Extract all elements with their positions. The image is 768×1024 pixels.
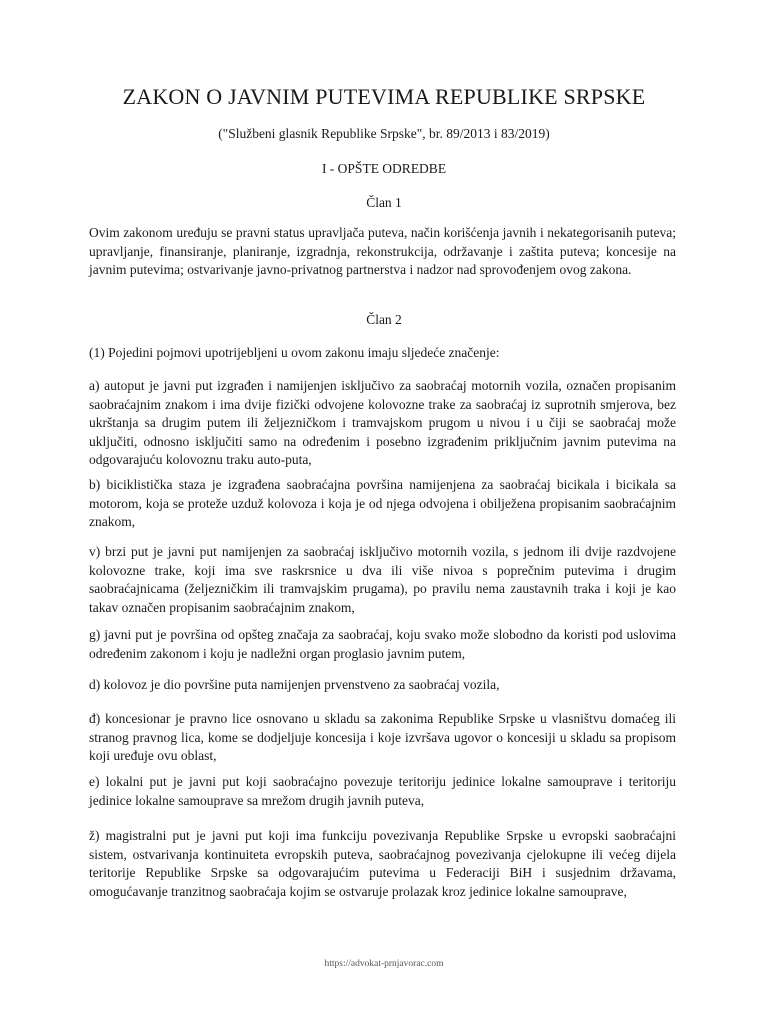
definition-item: v) brzi put je javni put namijenjen za saobraćaj isključivo motornih vozila, s jednom ili dvije razdvojene kolovozne trake, koji ima sve raskrsnice u dva ili više nivoa s poprečnim putevima i drugim saobraćajnicama (željezničkim ili tramvajskim prugama), po pravilu nema zaustavnih traka i koji je kao takav označen propisanim saobraćajnim znakom, xyxy=(89,544,676,615)
footer-link[interactable]: https://advokat-prnjavorac.com xyxy=(324,959,444,969)
clan-2-heading: Član 2 xyxy=(366,312,402,327)
clan-1-heading: Član 1 xyxy=(366,195,402,210)
clan-2-intro: (1) Pojedini pojmovi upotrijebljeni u ovom zakonu imaju sljedeće značenje: xyxy=(89,345,500,360)
definition-item: d) kolovoz je dio površine puta namijenjen prvenstveno za saobraćaj vozila, xyxy=(89,677,500,692)
definition-item: a) autoput je javni put izgrađen i namijenjen isključivo za saobraćaj motornih vozila, označen propisanim saobraćajnim znakom i ima dvije fizički odvojene kolovozne trake za saobraćaj iz suprotnih smjerova, bez ukrštanja sa drugim putem ili željezničkom i tramvajskom prugom u nivou i u čiji se saobraćaj može uključiti, odnosno isključiti samo na određenim i posebno izgrađenim priključnim javnim putevima na odgovarajuću kolovoznu traku auto-puta, xyxy=(89,378,676,468)
document-subtitle: ("Službeni glasnik Republike Srpske", br. 89/2013 i 83/2019) xyxy=(218,126,550,141)
clan-1-text: Ovim zakonom uređuju se pravni status upravljača puteva, način korišćenja javnih i nekategorisanih puteva; upravljanje, finansiranje, planiranje, izgradnja, rekonstrukcija, održavanje i zaštita puteva; koncesije na javnim putevima; ostvarivanje javno-privatnog partnerstva i nadzor nad sprovođenjem ovog zakona. xyxy=(89,225,676,278)
section-heading: I - OPŠTE ODREDBE xyxy=(321,161,447,176)
document-title: ZAKON O JAVNIM PUTEVIMA REPUBLIKE SRPSKE xyxy=(122,84,646,109)
definition-item: ž) magistralni put je javni put koji ima funkciju povezivanja Republike Srpske u evropski saobraćajni sistem, ostvarivanja kontinuiteta evropskih puteva, saobraćajnog povezivanja cjelokupne ili većeg dijela teritorije Republike Srpske sa odgovarajućim putevima u Federaciji BiH i susjednim državama, omogućavanje tranzitnog saobraćaja kojim se ostvaruje prolazak kroz jedinice lokalne samouprave, xyxy=(89,828,676,899)
definition-item: b) biciklistička staza je izgrađena saobraćajna površina namijenjena za saobraćaj bicikala i bicikala sa motorom, koja se proteže uzduž kolovoza i koja je od njega odvojena i obilježena propisanim saobraćajnim znakom, xyxy=(89,477,676,530)
definition-item: g) javni put je površina od opšteg značaja za saobraćaj, koju svako može slobodno da koristi pod uslovima određenim zakonom i koju je nadležni organ proglasio javnim putem, xyxy=(89,627,676,661)
definition-item: đ) koncesionar je pravno lice osnovano u skladu sa zakonima Republike Srpske u vlasništvu domaćeg ili stranog pravnog lica, kome se dodjeljuje koncesija i koje izvršava ugovor o koncesiji u skladu sa propisom koji uređuje ovu oblast, xyxy=(89,711,676,764)
definition-item: e) lokalni put je javni put koji saobraćajno povezuje teritoriju jedinice lokalne samouprave i teritoriju jedinice lokalne samouprave sa mrežom drugih javnih puteva, xyxy=(89,774,676,808)
